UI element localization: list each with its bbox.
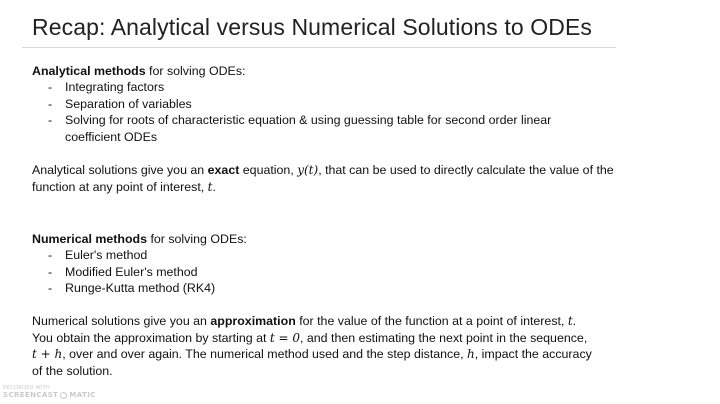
text-run: , impact the accuracy of the solution. <box>32 347 592 378</box>
math-t: t <box>567 314 573 328</box>
text-run: equation, <box>239 163 298 177</box>
text-run: , over and over again. The numerical method used and the step distance, <box>62 347 468 362</box>
analytical-heading-rest: for solving ODEs: <box>145 64 246 78</box>
slide-title: Recap: Analytical versus Numerical Solutions to ODEs <box>32 14 592 40</box>
math-t-equals-zero: t = 0 <box>269 330 301 345</box>
numerical-heading-rest: for solving ODEs: <box>147 232 247 246</box>
list-item: - Separation of variables <box>32 96 592 113</box>
list-item: - Solving for roots of characteristic equation & using guessing table for second order linear coefficient ODEs <box>32 112 592 145</box>
numerical-paragraph <box>32 313 592 379</box>
analytical-heading <box>32 63 245 80</box>
screencast-watermark <box>3 385 96 399</box>
watermark-brand-right: MATIC <box>69 391 96 399</box>
bold-approximation: approximation <box>210 314 296 328</box>
math-t: t <box>207 179 213 194</box>
watermark-line1: RECORDED WITH <box>3 385 51 391</box>
list-item: - Integrating factors <box>32 79 592 96</box>
text-run: for the value of the function at a point of interest, <box>295 314 568 328</box>
bold-exact: exact <box>207 163 240 177</box>
list-item: - Runge-Kutta method (RK4) <box>32 280 592 297</box>
text-run: Analytical solutions give you an <box>32 163 208 177</box>
numerical-list <box>32 247 592 297</box>
analytical-paragraph <box>32 162 614 195</box>
watermark-brand-left: SCREENCAST <box>3 391 59 399</box>
list-item: - Modified Euler's method <box>32 264 592 281</box>
list-item: - Euler's method <box>32 247 592 264</box>
analytical-list <box>32 79 592 145</box>
screencast-logo-icon <box>60 392 67 399</box>
numerical-heading-bold: Numerical methods <box>32 232 147 246</box>
math-t-plus-h: t + h <box>32 347 63 362</box>
text-run: , and then estimating the next point in the sequence, <box>300 330 588 345</box>
math-y-of-t: y(t) <box>297 163 319 177</box>
watermark-brand <box>3 391 96 399</box>
numerical-heading <box>32 231 247 248</box>
title-divider <box>22 47 616 48</box>
math-h: h <box>467 347 475 362</box>
analytical-heading-bold: Analytical methods <box>32 64 146 78</box>
text-run: . <box>212 179 216 194</box>
text-run: Numerical solutions give you an <box>32 314 211 328</box>
text-run: . You obtain the approximation by starting at <box>32 314 577 345</box>
text-run: , that can be used to directly calculate the value of the function at any point of interest, <box>32 163 614 194</box>
